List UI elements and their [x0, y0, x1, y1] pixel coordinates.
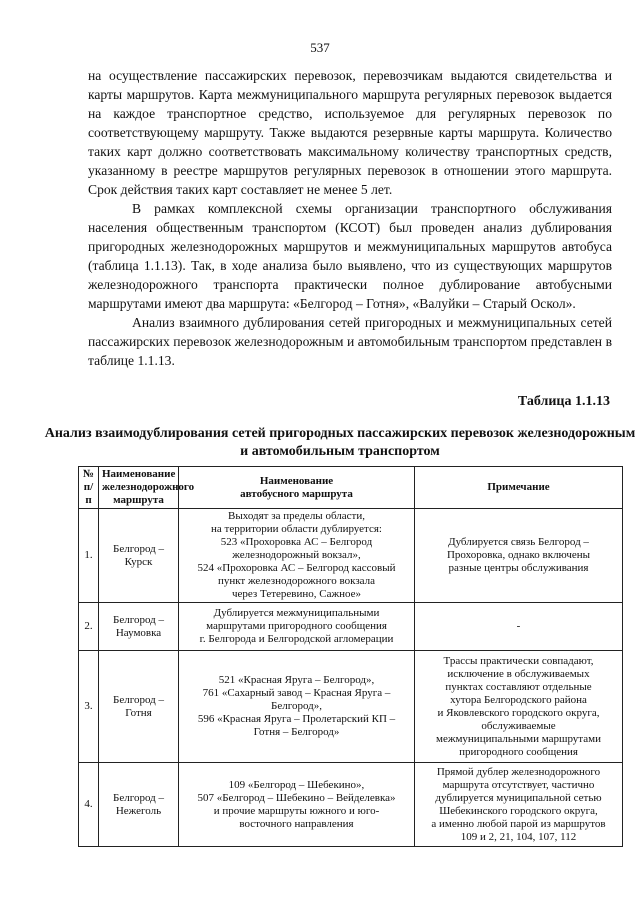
- note: -: [415, 603, 623, 651]
- paragraph-3: Анализ взаимного дублирования сетей пригородных и межмуниципальных сетей пассажирских перевозок железнодорожным и автомобильным транспортом представлен в таблице 1.1.13.: [88, 315, 612, 368]
- page-number: 537: [310, 40, 330, 55]
- row-number: 1.: [79, 509, 99, 603]
- bus-routes: 521 «Красная Яруга – Белгород», 761 «Сахарный завод – Красная Яруга – Белгород», 596 «Красная Яруга – Пролетарский КП – Готня – Белгород»: [179, 651, 415, 763]
- row-number: 3.: [79, 651, 99, 763]
- rail-route: Белгород – Наумовка: [99, 603, 179, 651]
- duplication-table: [78, 466, 623, 847]
- row-number: 4.: [79, 763, 99, 847]
- bus-routes: 109 «Белгород – Шебекино», 507 «Белгород – Шебекино – Вейделевка» и прочие маршруты южного и юго- восточного направления: [179, 763, 415, 847]
- rail-route: Белгород – Готня: [99, 651, 179, 763]
- bus-routes: Дублируется межмуниципальными маршрутами пригородного сообщения г. Белгорода и Белгородской агломерации: [179, 603, 415, 651]
- table-label: Таблица 1.1.13: [517, 394, 610, 409]
- header-rail-route: Наименование железнодорожного маршрута: [99, 467, 179, 509]
- body-text: [88, 66, 612, 370]
- table-header-row: [79, 467, 623, 509]
- paragraph-1: на осуществление пассажирских перевозок, перевозчикам выдаются свидетельства и карты маршрутов. Карта межмуниципального маршрута регулярных перевозок выдается на каждое транспортное средство, используемое для регулярных перевозок по соответствующему маршруту. Также выдаются резервные карты маршрута. Количество таких карт должно соответствовать максимальному количеству транспортных средств, указанному в реестре маршрутов регулярных перевозок в отношении этого маршрута. Срок действия таких карт составляет не менее 5 лет.: [88, 68, 612, 197]
- table-row: [79, 603, 623, 651]
- table-row: [79, 509, 623, 603]
- note: Дублируется связь Белгород – Прохоровка, однако включены разные центры обслуживания: [415, 509, 623, 603]
- table-title: Анализ взаимодублирования сетей пригородных пассажирских перевозок железнодорожным и автомобильным транспортом: [44, 426, 636, 459]
- header-number: № п/п: [79, 467, 99, 509]
- bus-routes: Выходят за пределы области, на территории области дублируется: 523 «Прохоровка АС – Белгород железнодорожный вокзал», 524 «Прохоровка АС – Белгород кассовый пункт железнодорожного вокзала через Тетеревино, Сажное»: [179, 509, 415, 603]
- table-row: [79, 763, 623, 847]
- row-number: 2.: [79, 603, 99, 651]
- rail-route: Белгород – Нежеголь: [99, 763, 179, 847]
- rail-route: Белгород – Курск: [99, 509, 179, 603]
- table-row: [79, 651, 623, 763]
- header-bus-route: Наименование автобусного маршрута: [179, 467, 415, 509]
- paragraph-2: В рамках комплексной схемы организации транспортного обслуживания населения общественным транспортом (КСОТ) был проведен анализ дублирования пригородных железнодорожных маршрутов и межмуниципальных маршрутов автобуса (таблица 1.1.13). Так, в ходе анализа было выявлено, что из существующих маршрутов железнодорожного транспорта практически полное дублирование автобусными маршрутами имеют два маршрута: «Белгород – Готня», «Валуйки – Старый Оскол».: [88, 201, 612, 311]
- note: Прямой дублер железнодорожного маршрута отсутствует, частично дублируется муниципальной сетью Шебекинского городского округа, а именно любой парой из маршрутов 109 и 2, 21, 104, 107, 112: [415, 763, 623, 847]
- header-note: Примечание: [415, 467, 623, 509]
- note: Трассы практически совпадают, исключение в обслуживаемых пунктах составляют отдельные хутора Белгородского района и Яковлевского городского округа, обслуживаемые межмуниципальными маршрутами пригородного сообщения: [415, 651, 623, 763]
